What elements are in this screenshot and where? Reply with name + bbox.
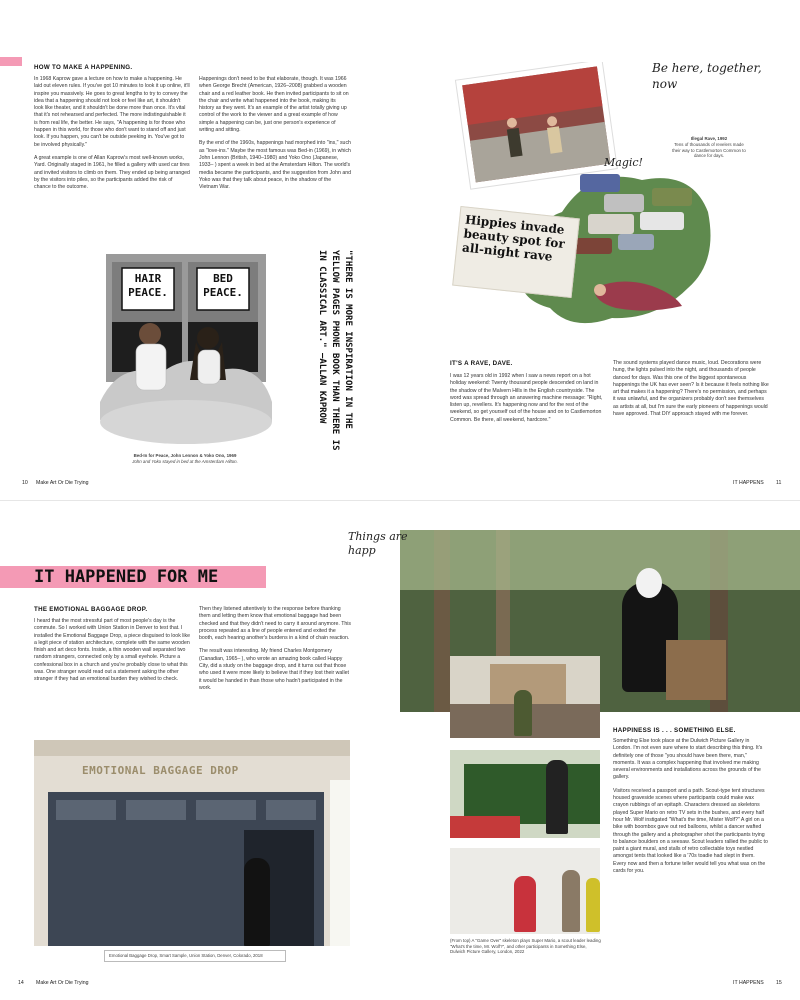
paragraph: The result was interesting. My friend Charles Montgomery (Canadian, 1965– ), who wrote an amazing book called Happy City, did a study on the baggage drop, and it turns out that those who used it were more likely to believe that if they lost their wallet it would be handed in than those who hadn't participated in the work. xyxy=(199,648,349,691)
red-carpet xyxy=(450,816,520,838)
image-caption: Tens of thousands of revelers made their way to Castlemorton Common to dance for days. xyxy=(672,142,746,159)
paragraph: I was 12 years old in 1992 when I saw a news report on a hot holiday weekend: Twenty thousand people descended on land in the shadow of the Malvern Hills in the English countryside. The word was spread through an answering machine message: "Right, listen up, revellers. It's happening now and for the rest of the weekend, so get yourself out of the house and on to Castlemorton Common. Be there, all weekend, hardcore." xyxy=(450,373,603,423)
section-heading: HOW TO MAKE A HAPPENING. xyxy=(34,64,133,71)
image-caption: (From top) A "Game Over" skeleton plays Super Mario, a scout leader leading "What's the time, Mr. Wolf?", and other participants in Something Else, Dulwich Picture Gallery, London, 2022 xyxy=(450,938,601,955)
book-title: Make Art Or Die Trying xyxy=(36,980,89,986)
booth-window xyxy=(126,800,186,820)
page-number: 14 xyxy=(18,980,24,986)
paragraph: Then they listened attentively to the response before thanking them and letting them know that emotional baggage had been checked and that they didn't need to carry it around anymore. This process repeated as a line of people entered and exited the booth, each hearing another's burdens in a kind of chain reaction. xyxy=(199,606,351,642)
image-caption-title: Illegal Rave, 1992 xyxy=(690,136,728,141)
handwritten-note: Things are happ xyxy=(348,530,408,557)
section-heading: HAPPINESS IS . . . SOMETHING ELSE. xyxy=(613,727,736,734)
participant-figure xyxy=(562,870,580,932)
participant-figure xyxy=(586,878,600,932)
chair xyxy=(666,640,726,700)
booth-window xyxy=(196,800,256,820)
paragraph: A great example is one of Allan Kaprow's most well-known works, Yard. Originally staged in 1961, he filled a gallery with used car tires and invited visitors to climb on them. They ended up being arranged by the visitors into piles, so the participants added the risk of chance to the outcome. xyxy=(34,154,190,191)
section-heading: THE EMOTIONAL BAGGAGE DROP. xyxy=(34,606,148,613)
text-column-1 xyxy=(450,373,606,430)
image-caption: Emotional Baggage Drop, Smart Sample, Union Station, Denver, Colorado, 2018 xyxy=(109,953,263,958)
hedge-performer-photo xyxy=(450,750,600,838)
performer-figure xyxy=(546,760,568,834)
booth-window xyxy=(266,800,316,820)
text-column xyxy=(613,738,769,881)
section-name: IT HAPPENS xyxy=(733,980,764,986)
paragraph: By the end of the 1960s, happenings had morphed into "ins," such as "love-ins." Maybe the most famous was Bed-in (1969), in which John Lennon (British, 1940–1980) and Yoko Ono (Japanese, 1933– ) spent a week in bed at the Amsterdam Hilton. The world's media became the participants, and the suggestion from John and Yoko was that they talk about peace, in the shadow of the Vietnam War. xyxy=(199,140,351,191)
paragraph: The sound systems played dance music, loud. Decorations were hung, the lights pulsed into the night, and thousands of people danced for days. Was this one of the biggest spontaneous happenings the UK has ever seen? Is it because it feels nothing like art that makes it a happening? There's no permission, and perhaps it was unlawful, and the organizers probably don't see themselves as artists at all, but I'm sure the early pioneers of happenings would have approved. That DIY approach stayed with me forever. xyxy=(613,360,769,418)
paragraph: I heard that the most stressful part of most people's day is the commute. So I worked with Union Station in Denver to test that. I installed the Emotional Baggage Drop, a piece disguised to look like a legit piece of station architecture, complete with the same wooden finish and art deco fonts. Inside, a thin wooden wall separated two random strangers, connected only by a small eyehole. Picture a confessional box in a church and you're probably close to what this was. One stranger would read out a statement asking the other stranger if they had an emotional burden they wished to check. xyxy=(34,618,191,683)
page-number: 10 xyxy=(22,480,28,486)
section-heading: IT'S A RAVE, DAVE. xyxy=(450,360,513,367)
text-column-1 xyxy=(34,76,190,197)
scout-leader-photo xyxy=(450,656,600,738)
paragraph: Happenings don't need to be that elaborate, though. It was 1966 when George Brecht (American, 1926–2008) grabbed a wooden chair and a red leather book. He then invited participants to sit on the chair and write what happened into the book, making its history as they went. It's an example of the artist totally giving up control of the work to the viewer and a great example of how simple a happening can be, just one person's experience of writing and sitting. xyxy=(199,76,349,134)
skeleton-mask xyxy=(636,568,662,598)
hedge xyxy=(464,764,600,824)
image-caption: John and Yoko stayed in bed at the Amsterdam Hilton. xyxy=(132,459,238,464)
newspaper-clipping xyxy=(452,206,580,298)
bed-in-illustration xyxy=(100,252,272,450)
booth-sign: EMOTIONAL BAGGAGE DROP xyxy=(82,764,239,777)
window-light xyxy=(330,780,350,946)
baggage-drop-photo xyxy=(34,740,350,946)
text-column-2 xyxy=(613,360,769,424)
text-column-1 xyxy=(34,618,190,690)
text-column-2 xyxy=(199,606,351,698)
paragraph: Something Else took place at the Dulwich Picture Gallery in London. I'm not even sure where to start describing this thing. It's definitely one of those "you should have been there, man," moments. It was a complex happening that involved me making several environments and installations across the grounds of the gallery. xyxy=(613,738,763,781)
photo-label: Magic! xyxy=(604,156,643,169)
canopy xyxy=(400,530,800,590)
scout-figure xyxy=(514,690,532,736)
page-number: 11 xyxy=(776,480,782,486)
image-caption-title: Bed-In for Peace, John Lennon & Yoko Ono, 1969 xyxy=(133,453,237,458)
bed-peace-sign: BED PEACE. xyxy=(203,272,243,299)
book-title: Make Art Or Die Trying xyxy=(36,480,89,486)
booth-structure xyxy=(48,792,324,946)
kaprow-quote: "THERE IS MORE INSPIRATION IN THE YELLOW PAGES PHONE BOOK THAN THERE IS IN CLASSICAL ART." —ALLAN KAPROW xyxy=(317,250,353,451)
paragraph: In 1968 Kaprow gave a lecture on how to make a happening. He laid out eleven rules. If you've got 10 minutes to look it up online, it'll inspire you massively. He goes to great lengths to try to convey the idea that a happening should not look or feel like art, it shouldn't look like theater, and it shouldn't be done more than once. It's vital that it's not rehearsed and perfected. The more indistinguishable it is from real life, the better. He says, "A happening is for those who happen in this world, for those who don't want to stand off and just look. If you happen, you can't be outside peeking in. You've got to be involved physically." xyxy=(34,76,190,148)
booth-window xyxy=(56,800,116,820)
text-column-2 xyxy=(199,76,351,197)
ceiling xyxy=(34,740,350,756)
red-dress-figure xyxy=(514,876,536,932)
paragraph: Visitors received a passport and a path. Scout-type tent structures housed graveside scenes where participants could make wax crayon rubbings of an epitaph. Characters dressed as skeletons played Super Mario on retro TV sets in the bushes, and every half hour Mr. Wolf instigated "What's the time, Mister Wolf?" A girl on a bike with boombox gave out red balloons, whilst a dancer wafted through the gallery and a photographer shot the participants trying to balance boulders on a seesaw. Scout leaders rallied the public to paint a giant mural, and stalls of retro collectable toys nestled amongst tents that looked like a '70s toadie had slept in them. Every now and then a fortune teller would tell you what was on the cards for you. xyxy=(613,787,768,875)
photo-caption-box xyxy=(104,950,286,962)
handwritten-note: Be here, together, now xyxy=(652,61,762,91)
page-number: 15 xyxy=(776,980,782,986)
person-silhouette xyxy=(244,858,270,946)
newspaper-headline: Hippies invade beauty spot for all-night rave xyxy=(461,212,566,264)
section-name: IT HAPPENS xyxy=(733,480,764,486)
hair-peace-sign: HAIR PEACE. xyxy=(128,272,168,299)
pink-tab-marker xyxy=(0,57,22,66)
gallery-participants-photo xyxy=(450,848,600,934)
page-title: IT HAPPENED FOR ME xyxy=(34,567,219,587)
spread-divider xyxy=(0,500,800,501)
rave-collage xyxy=(452,62,746,342)
